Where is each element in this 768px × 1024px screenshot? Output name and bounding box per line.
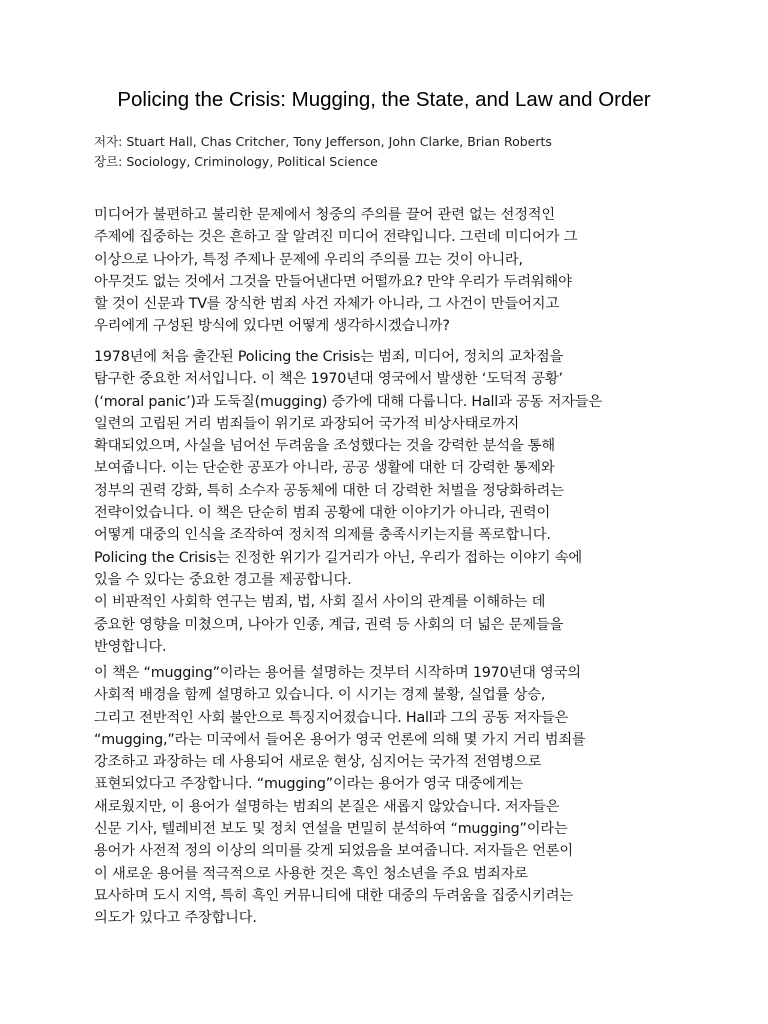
authors-line: 저자: Stuart Hall, Chas Critcher, Tony Jefferson, John Clarke, Brian Roberts	[94, 134, 552, 149]
text-line: 정부의 권력 강화, 특히 소수자 공동체에 대한 더 강력한 처벌을 정당화하려는	[94, 482, 564, 499]
text-line: 주제에 집중하는 것은 흔하고 잘 알려진 미디어 전략입니다. 그런데 미디어가 그	[94, 229, 578, 246]
text-line: 이 새로운 용어를 적극적으로 사용한 것은 흑인 청소년을 주요 범죄자로	[94, 865, 528, 882]
text-line: 할 것이 신문과 TV를 장식한 범죄 사건 자체가 아니라, 그 사건이 만들어지고	[94, 296, 559, 313]
text-line: 이 책은 “mugging”이라는 용어를 설명하는 것부터 시작하며 1970년대 영국의	[94, 665, 581, 681]
text-line: (‘moral panic’)과 도둑질(mugging) 증가에 대해 다룹니다. Hall과 공동 저자들은	[94, 393, 603, 410]
text-line: 강조하고 과장하는 데 사용되어 새로운 현상, 심지어는 국가적 전염병으로	[94, 754, 542, 771]
text-line: 이 비판적인 사회학 연구는 범죄, 법, 사회 질서 사이의 관계를 이해하는 데	[94, 594, 546, 611]
text-line: 미디어가 불편하고 불리한 문제에서 청중의 주의를 끌어 관련 없는 선정적인	[94, 207, 556, 223]
text-line: 전략이었습니다. 이 책은 단순히 범죄 공황에 대한 이야기가 아니라, 권력이	[94, 505, 551, 522]
text-line: 중요한 영향을 미쳤으며, 나아가 인종, 계급, 권력 등 사회의 더 넓은 문제들을	[94, 616, 564, 633]
text-line: 일련의 고립된 거리 범죄들이 위기로 과장되어 국가적 비상사태로까지	[94, 415, 520, 432]
text-line: 그리고 전반적인 사회 불안으로 특징지어졌습니다. Hall과 그의 공동 저자들은	[94, 709, 569, 726]
text-line: 신문 기사, 텔레비전 보도 및 정치 연설을 면밀히 분석하여 “mugging”이라는	[94, 821, 568, 838]
text-line: Policing the Crisis는 진정한 위기가 길거리가 아닌, 우리가 접하는 이야기 속에	[94, 549, 582, 566]
text-line: 표현되었다고 주장합니다. “mugging”이라는 용어가 영국 대중에게는	[94, 776, 523, 793]
paragraph-overview	[94, 346, 694, 658]
text-line: 1978년에 처음 출간된 Policing the Crisis는 범죄, 미디어, 정치의 교차점을	[94, 349, 564, 365]
document-meta	[94, 132, 552, 171]
paragraph-mugging	[94, 662, 694, 930]
text-line: 이상으로 나아가, 특정 주제나 문제에 우리의 주의를 끄는 것이 아니라,	[94, 251, 523, 268]
text-line: 우리에게 구성된 방식에 있다면 어떻게 생각하시겠습니까?	[94, 318, 450, 335]
document-title: Policing the Crisis: Mugging, the State, and Law and Order	[117, 88, 651, 111]
text-line: 확대되었으며, 사실을 넘어선 두려움을 조성했다는 것을 강력한 분석을 통해	[94, 438, 556, 455]
text-line: 용어가 사전적 정의 이상의 의미를 갖게 되었음을 보여줍니다. 저자들은 언론이	[94, 843, 573, 860]
paragraph-intro	[94, 204, 694, 338]
text-line: 어떻게 대중의 인식을 조작하여 정치적 의제를 충족시키는지를 폭로합니다.	[94, 527, 551, 544]
genre-line: 장르: Sociology, Criminology, Political Science	[94, 153, 378, 169]
text-line: 보여줍니다. 이는 단순한 공포가 아니라, 공공 생활에 대한 더 강력한 통제와	[94, 460, 555, 477]
text-line: 아무것도 없는 것에서 그것을 만들어낸다면 어떨까요? 만약 우리가 두려워해야	[94, 273, 572, 290]
text-line: “mugging,”라는 미국에서 들어온 용어가 영국 언론에 의해 몇 가지 거리 범죄를	[94, 731, 586, 748]
text-line: 탐구한 중요한 저서입니다. 이 책은 1970년대 영국에서 발생한 ‘도덕적 공황’	[94, 371, 563, 388]
text-line: 의도가 있다고 주장합니다.	[94, 910, 257, 927]
text-line: 있을 수 있다는 중요한 경고를 제공합니다.	[94, 571, 352, 588]
text-line: 묘사하며 도시 지역, 특히 흑인 커뮤니티에 대한 대중의 두려움을 집중시키려는	[94, 887, 573, 904]
text-line: 반영합니다.	[94, 638, 167, 655]
text-line: 새로웠지만, 이 용어가 설명하는 범죄의 본질은 새롭지 않았습니다. 저자들은	[94, 798, 560, 815]
text-line: 사회적 배경을 함께 설명하고 있습니다. 이 시기는 경제 불황, 실업률 상승,	[94, 687, 546, 704]
